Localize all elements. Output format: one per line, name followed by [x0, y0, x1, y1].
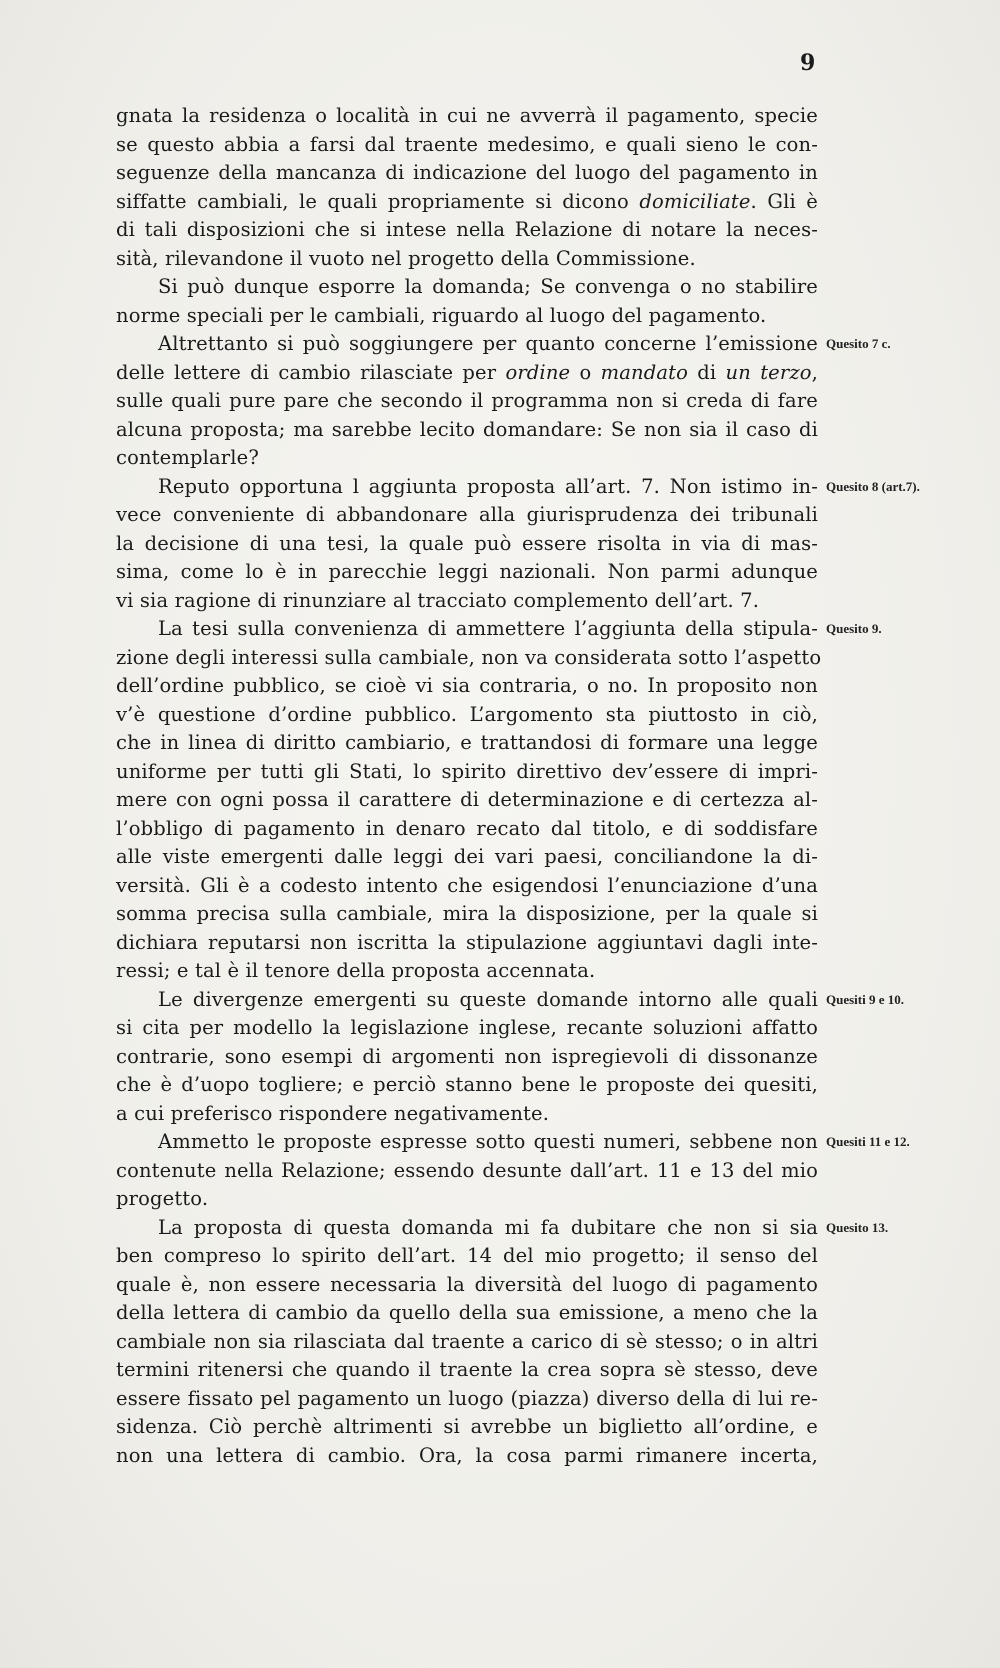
text-line: dell’ordine pubblico, se cioè vi sia contraria, o no. In proposito non	[116, 674, 818, 697]
text-line: l’obbligo di pagamento in denaro recato dal titolo, e di soddisfare	[116, 816, 818, 840]
text-line: seguenze della mancanza di indicazione del luogo del pagamento in	[116, 161, 818, 184]
italic-term: un terzo	[725, 360, 812, 384]
text-line: Le divergenze emergenti su queste domande intorno alle quali	[158, 987, 818, 1011]
text-line: che è d’uopo togliere; e perciò stanno bene le proposte dei quesiti,	[116, 1073, 818, 1096]
text-line: di tali disposizioni che si intese nella Relazione di notare la neces-	[116, 218, 818, 241]
text-line: non una lettera di cambio. Ora, la cosa parmi rimanere incerta,	[116, 1443, 818, 1467]
text-line: norme speciali per le cambiali, riguardo al luogo del pagamento.	[116, 303, 767, 327]
margin-note: Quesiti 11 e 12.	[826, 1134, 910, 1149]
text-span: ,	[811, 360, 819, 384]
text-line: quale è, non essere necessaria la diversità del luogo di pagamento	[116, 1272, 818, 1296]
text-line: della lettera di cambio da quello della sua emissione, a meno che la	[116, 1301, 818, 1324]
text-line: zione degli interessi sulla cambiale, non va considerata sotto l’aspetto	[116, 645, 822, 669]
margin-note: Quesito 8 (art.7).	[826, 478, 920, 494]
text-span: o	[570, 360, 601, 384]
text-line: sidenza. Ciò perchè altrimenti si avrebbe un biglietto all’ordine, e	[116, 1415, 818, 1438]
text-span: . Gli è	[750, 189, 818, 213]
text-line: si cita per modello la legislazione inglese, recante soluzioni affatto	[116, 1016, 818, 1039]
text-line: contenute nella Relazione; essendo desunte dall’art. 11 e 13 del mio	[116, 1158, 818, 1182]
body-text	[116, 102, 822, 1470]
text-line: versità. Gli è a codesto intento che esigendosi l’enunciazione d’una	[116, 873, 818, 897]
text-line: Ammetto le proposte espresse sotto questi numeri, sebbene non	[158, 1130, 818, 1153]
text-line: contrarie, sono esempi di argomenti non ispregievoli di dissonanze	[116, 1044, 818, 1068]
text-line: uniforme per tutti gli Stati, lo spirito direttivo dev’essere di impri-	[116, 759, 818, 783]
text-line: ben compreso lo spirito dell’art. 14 del mio progetto; il senso del	[116, 1244, 818, 1267]
text-line: gnata la residenza o località in cui ne avverrà il pagamento, specie	[116, 104, 818, 127]
page-number: 9	[800, 50, 816, 76]
text-line: se questo abbia a farsi dal traente medesimo, e quali sieno le con-	[116, 132, 818, 156]
margin-note: Quesito 7 c.	[826, 336, 891, 351]
text-line	[116, 359, 818, 388]
text-line: sulle quali pure pare che secondo il programma non si creda di fare	[116, 389, 818, 412]
text-line: progetto.	[116, 1187, 209, 1210]
text-span: delle lettere di cambio rilasciate per	[116, 360, 506, 384]
italic-term: mandato	[600, 360, 689, 384]
margin-note: Quesito 13.	[826, 1219, 889, 1235]
text-line: a cui preferisco rispondere negativamente.	[116, 1101, 550, 1125]
text-line: alcuna proposta; ma sarebbe lecito domandare: Se non sia il caso di	[116, 417, 818, 441]
text-span: di	[688, 360, 726, 384]
text-line: sità, rilevandone il vuoto nel progetto della Commissione.	[116, 246, 696, 270]
text-line: vi sia ragione di rinunziare al tracciato complemento dell’art. 7.	[116, 588, 760, 612]
text-line: alle viste emergenti dalle leggi dei vari paesi, conciliandone la di-	[116, 845, 818, 868]
italic-term: domiciliate	[639, 189, 751, 213]
text-line: mere con ogni possa il carattere di determinazione e di certezza al-	[116, 788, 818, 811]
text-line: termini ritenersi che quando il traente la crea sopra sè stesso, deve	[116, 1358, 818, 1381]
text-line: La tesi sulla convenienza di ammettere l’aggiunta della stipula-	[158, 617, 818, 640]
text-line: contemplarle?	[116, 446, 259, 469]
text-line: essere fissato pel pagamento un luogo (piazza) diverso della di lui re-	[116, 1386, 818, 1410]
text-line: Reputo opportuna l aggiunta proposta all’art. 7. Non istimo in-	[158, 474, 818, 498]
italic-term: ordine	[505, 360, 571, 384]
text-line: v’è questione d’ordine pubblico. L’argomento sta piuttosto in ciò,	[116, 702, 818, 726]
text-span: siffatte cambiali, le quali propriamente si dicono	[116, 189, 640, 213]
text-line: Altrettanto si può soggiungere per quanto concerne l’emissione	[158, 332, 818, 355]
text-line: ressi; e tal è il tenore della proposta accennata.	[116, 959, 596, 982]
text-line	[116, 188, 818, 217]
text-line: La proposta di questa domanda mi fa dubitare che non si sia	[158, 1215, 818, 1239]
text-line: la decisione di una tesi, la quale può essere risolta in via di mas-	[116, 531, 818, 555]
text-line: somma precisa sulla cambiale, mira la disposizione, per la quale si	[116, 902, 818, 925]
text-line: che in linea di diritto cambiario, e trattandosi di formare una legge	[116, 731, 818, 754]
margin-note: Quesiti 9 e 10.	[826, 991, 904, 1007]
text-line: dichiara reputarsi non iscritta la stipulazione aggiuntavi dagli inte-	[116, 930, 818, 954]
text-line: sima, come lo è in parecchie leggi nazionali. Non parmi adunque	[116, 560, 818, 583]
margin-note: Quesito 9.	[826, 621, 882, 636]
text-line: cambiale non sia rilasciata dal traente a carico di sè stesso; o in altri	[116, 1329, 818, 1353]
text-line: Si può dunque esporre la domanda; Se convenga o no stabilire	[158, 275, 818, 298]
text-line: vece conveniente di abbandonare alla giurisprudenza dei tribunali	[116, 503, 818, 526]
